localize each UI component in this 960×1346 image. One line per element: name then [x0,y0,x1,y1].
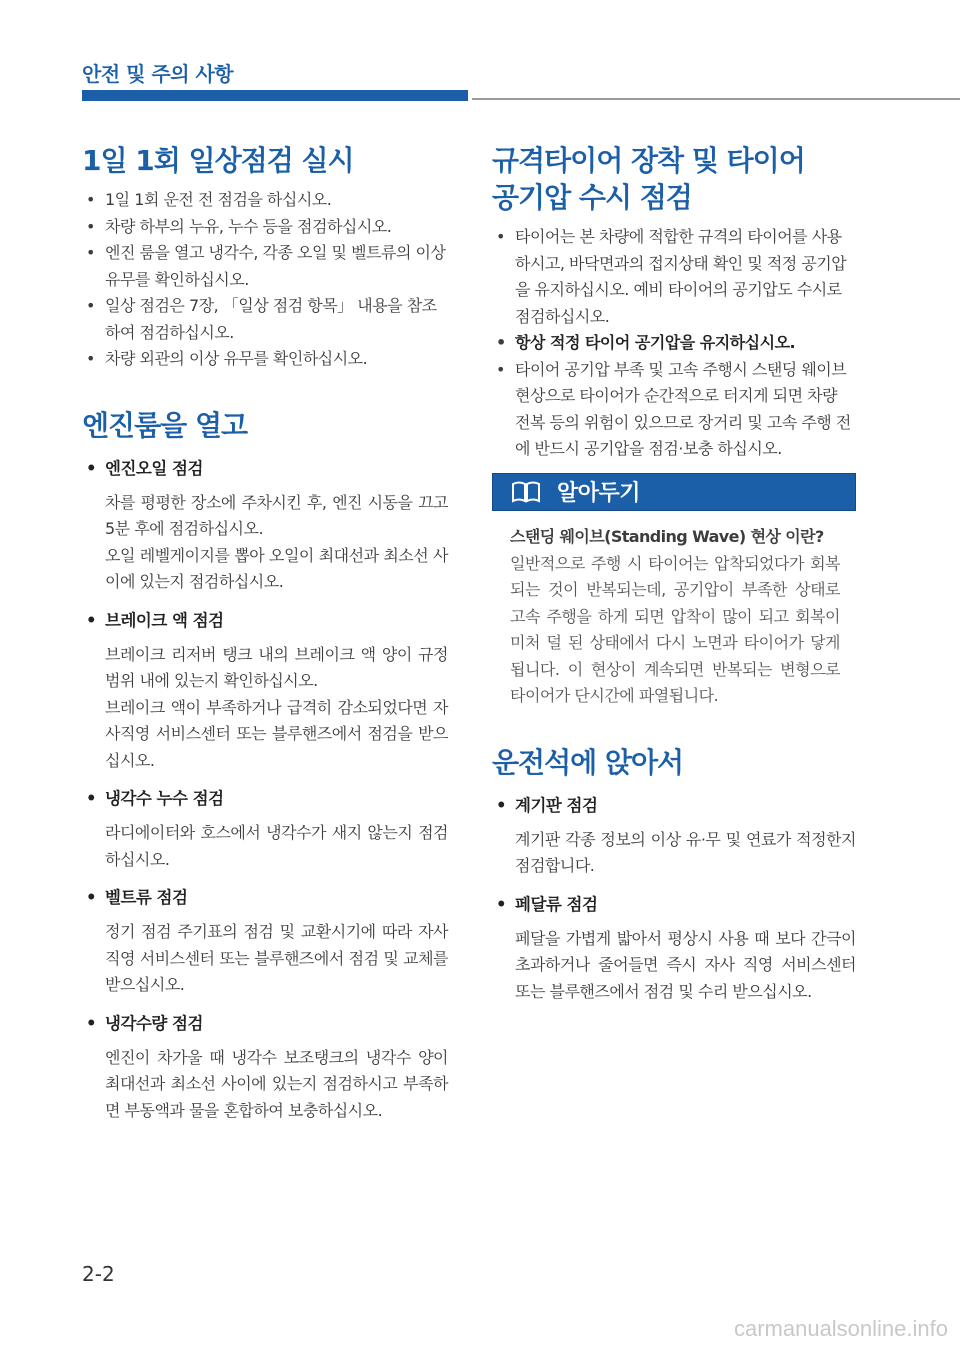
page-number: 2-2 [82,1262,115,1286]
paragraph: 차를 평평한 장소에 주차시킨 후, 엔진 시동을 끄고 5분 후에 점검하십시오. [105,492,448,538]
note-content [492,511,856,710]
header-rule-blue [82,90,468,101]
watermark: carmanualsonline.info [733,1316,948,1341]
brake-fluid-check-title: • 브레이크 액 점검 [82,606,448,636]
paragraph: 브레이크 액이 부족하거나 급격히 감소되었다면 자사직영 서비스센터 또는 블루핸즈에서 점검을 받으십시오. [105,697,448,770]
belt-check-title: • 벨트류 점검 [82,883,448,913]
list-item: • 엔진 룸을 열고 냉각수, 각종 오일 및 벨트류의 이상 유무를 확인하십시오. [82,240,448,293]
list-item-emphasis: • 항상 적정 타이어 공기압을 유지하십시오. [492,330,856,357]
paragraph: 계기판 각종 정보의 이상 유·무 및 연료가 적정한지 점검합니다. [515,829,856,875]
paragraph: 페달을 가볍게 밟아서 평상시 사용 때 보다 간극이 초과하거나 줄어들면 즉시 자사 직영 서비스센터 또는 블루핸즈에서 점검 및 수리 받으십시오. [515,928,856,1001]
tire-heading-line1: 규격타이어 장착 및 타이어 [492,144,805,177]
engine-room-checks [82,454,448,1125]
coolant-leak-check-title: • 냉각수 누수 점검 [82,784,448,814]
engine-room-heading: 엔진룸을 열고 [82,408,248,442]
instrument-panel-check-title: • 계기판 점검 [492,791,856,821]
pedal-check-body [492,926,856,1006]
driver-seat-heading: 운전석에 앉아서 [492,745,684,779]
engine-oil-check-title: • 엔진오일 점검 [82,454,448,484]
driver-seat-checks [492,791,856,1006]
coolant-level-check-body [82,1045,448,1125]
pedal-check-title: • 페달류 점검 [492,890,856,920]
paragraph: 라디에이터와 호스에서 냉각수가 새지 않는지 점검하십시오. [105,823,448,869]
list-item: • 타이어 공기압 부족 및 고속 주행시 스탠딩 웨이브 현상으로 타이어가 순간적으로 터지게 되면 차량 전복 등의 위험이 있으므로 장거리 및 고속 주행 전에 반드시 공기압을 점검·보충 하십시오. [492,357,856,463]
note-title: 스탠딩 웨이브(Standing Wave) 현상 이란? [510,526,824,546]
instrument-panel-check-body [492,827,856,880]
daily-check-list [82,187,448,373]
tire-heading-line2: 공기압 수시 점검 [492,181,692,214]
header-rule-gray [472,98,960,100]
paragraph: 엔진이 차가울 때 냉각수 보조탱크의 냉각수 양이 최대선과 최소선 사이에 있는지 점검하시고 부족하면 부동액과 물을 혼합하여 보충하십시오. [105,1047,448,1120]
right-column [492,142,856,1005]
coolant-leak-check-body [82,820,448,873]
paragraph: 오일 레벨게이지를 뽑아 오일이 최대선과 최소선 사이에 있는지 점검하십시오. [105,545,448,591]
note-label: 알아두기 [557,481,641,506]
list-item: • 차량 외관의 이상 유무를 확인하십시오. [82,346,448,373]
left-column [82,142,448,1124]
engine-oil-check-body [82,490,448,596]
list-item: • 1일 1회 운전 전 점검을 하십시오. [82,187,448,214]
paragraph: 정기 점검 주기표의 점검 및 교환시기에 따라 자사 직영 서비스센터 또는 블루핸즈에서 점검 및 교체를 받으십시오. [105,922,448,994]
belt-check-body [82,919,448,999]
note-header [492,473,856,511]
note-body: 일반적으로 주행 시 타이어는 압착되었다가 회복되는 것이 반복되는데, 공기압이 부족한 상태로 고속 주행을 하게 되면 압착이 많이 되고 회복이 미처 덜 된 상태에서 다시 노면과 타이어가 닿게 됩니다. 이 현상이 계속되면 반복되는 변형으로 타이어가 단시간에 파열됩니다. [510,553,840,705]
list-item: • 차량 하부의 누유, 누수 등을 점검하십시오. [82,214,448,241]
daily-check-heading: 1일 1회 일상점검 실시 [82,144,354,177]
list-item: • 타이어는 본 차량에 적합한 규격의 타이어를 사용하시고, 바닥면과의 접지상태 확인 및 적정 공기압을 유지하십시오. 예비 타이어의 공기압도 수시로 점검하십시오. [492,224,856,330]
book-icon [511,481,541,503]
section-header-title: 안전 및 주의 사항 [82,62,234,86]
brake-fluid-check-body [82,642,448,775]
paragraph: 브레이크 리저버 탱크 내의 브레이크 액 양이 규정범위 내에 있는지 확인하십시오. [105,644,448,690]
coolant-level-check-title: • 냉각수량 점검 [82,1009,448,1039]
list-item: • 일상 점검은 7장, 「일상 점검 항목」 내용을 참조하여 점검하십시오. [82,293,448,346]
tire-check-list [492,224,856,463]
